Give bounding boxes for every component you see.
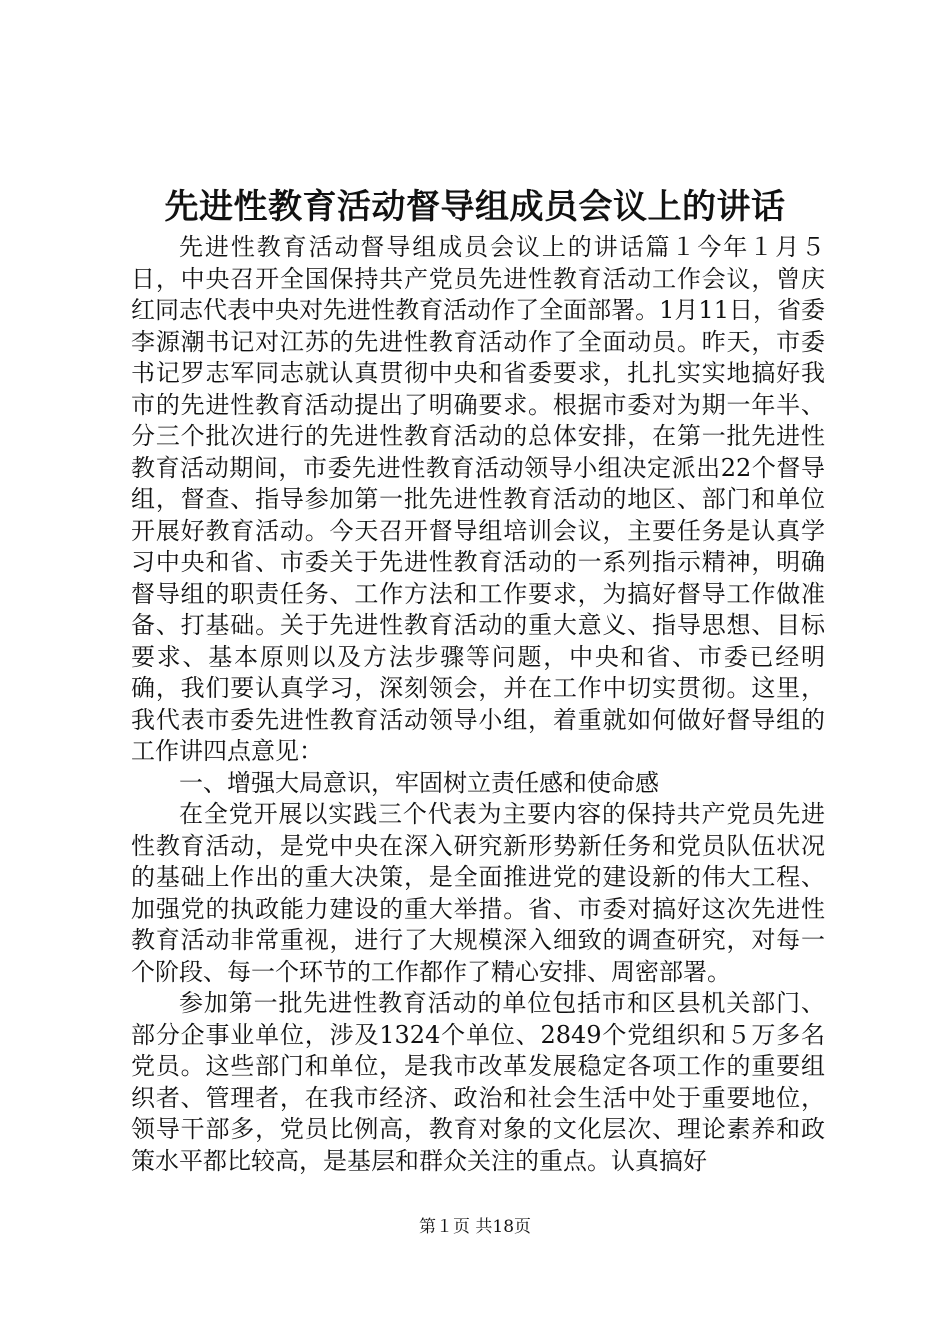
document-body xyxy=(131,232,825,1177)
paragraph-section-1: 在全党开展以实践三个代表为主要内容的保持共产党员先进性教育活动，是党中央在深入研究新形势新任务和党员队伍状况的基础上作出的重大决策，是全面推进党的建设新的伟大工程、加强党的执政能力建设的重大举措。省、市委对搞好这次先进性教育活动非常重视，进行了大规模深入细致的调查研究，对每一个阶段、每一个环节的工作都作了精心安排、周密部署。 xyxy=(131,800,825,986)
section-heading-1: 一、增强大局意识，牢固树立责任感和使命感 xyxy=(179,768,659,797)
paragraph-intro: 先进性教育活动督导组成员会议上的讲话篇１今年１月５日，中央召开全国保持共产党员先进性教育活动工作会议，曾庆红同志代表中央对先进性教育活动作了全面部署。1月11日，省委李源潮书记对江苏的先进性教育活动作了全面动员。昨天，市委书记罗志军同志就认真贯彻中央和省委要求，扎扎实实地搞好我市的先进性教育活动提出了明确要求。根据市委对为期一年半、分三个批次进行的先进性教育活动的总体安排，在第一批先进性教育活动期间，市委先进性教育活动领导小组决定派出22个督导组，督查、指导参加第一批先进性教育活动的地区、部门和单位开展好教育活动。今天召开督导组培训会议，主要任务是认真学习中央和省、市委关于先进性教育活动的一系列指示精神，明确督导组的职责任务、工作方法和工作要求，为搞好督导工作做准备、打基础。关于先进性教育活动的重大意义、指导思想、目标要求、基本原则以及方法步骤等问题，中央和省、市委已经明确，我们要认真学习，深刻领会，并在工作中切实贯彻。这里，我代表市委先进性教育活动领导小组，着重就如何做好督导组的工作讲四点意见： xyxy=(131,233,825,765)
paragraph-first-batch: 参加第一批先进性教育活动的单位包括市和区县机关部门、部分企事业单位，涉及1324个单位、2849个党组织和５万多名党员。这些部门和单位，是我市改革发展稳定各项工作的重要组织者、管理者，在我市经济、政治和社会生活中处于重要地位，领导干部多，党员比例高，教育对象的文化层次、理论素养和政策水平都比较高，是基层和群众关注的重点。认真搞好 xyxy=(131,989,825,1175)
page-number-footer: 第１页 共18页 xyxy=(418,1217,532,1237)
document-title: 先进性教育活动督导组成员会议上的讲话 xyxy=(164,187,786,227)
